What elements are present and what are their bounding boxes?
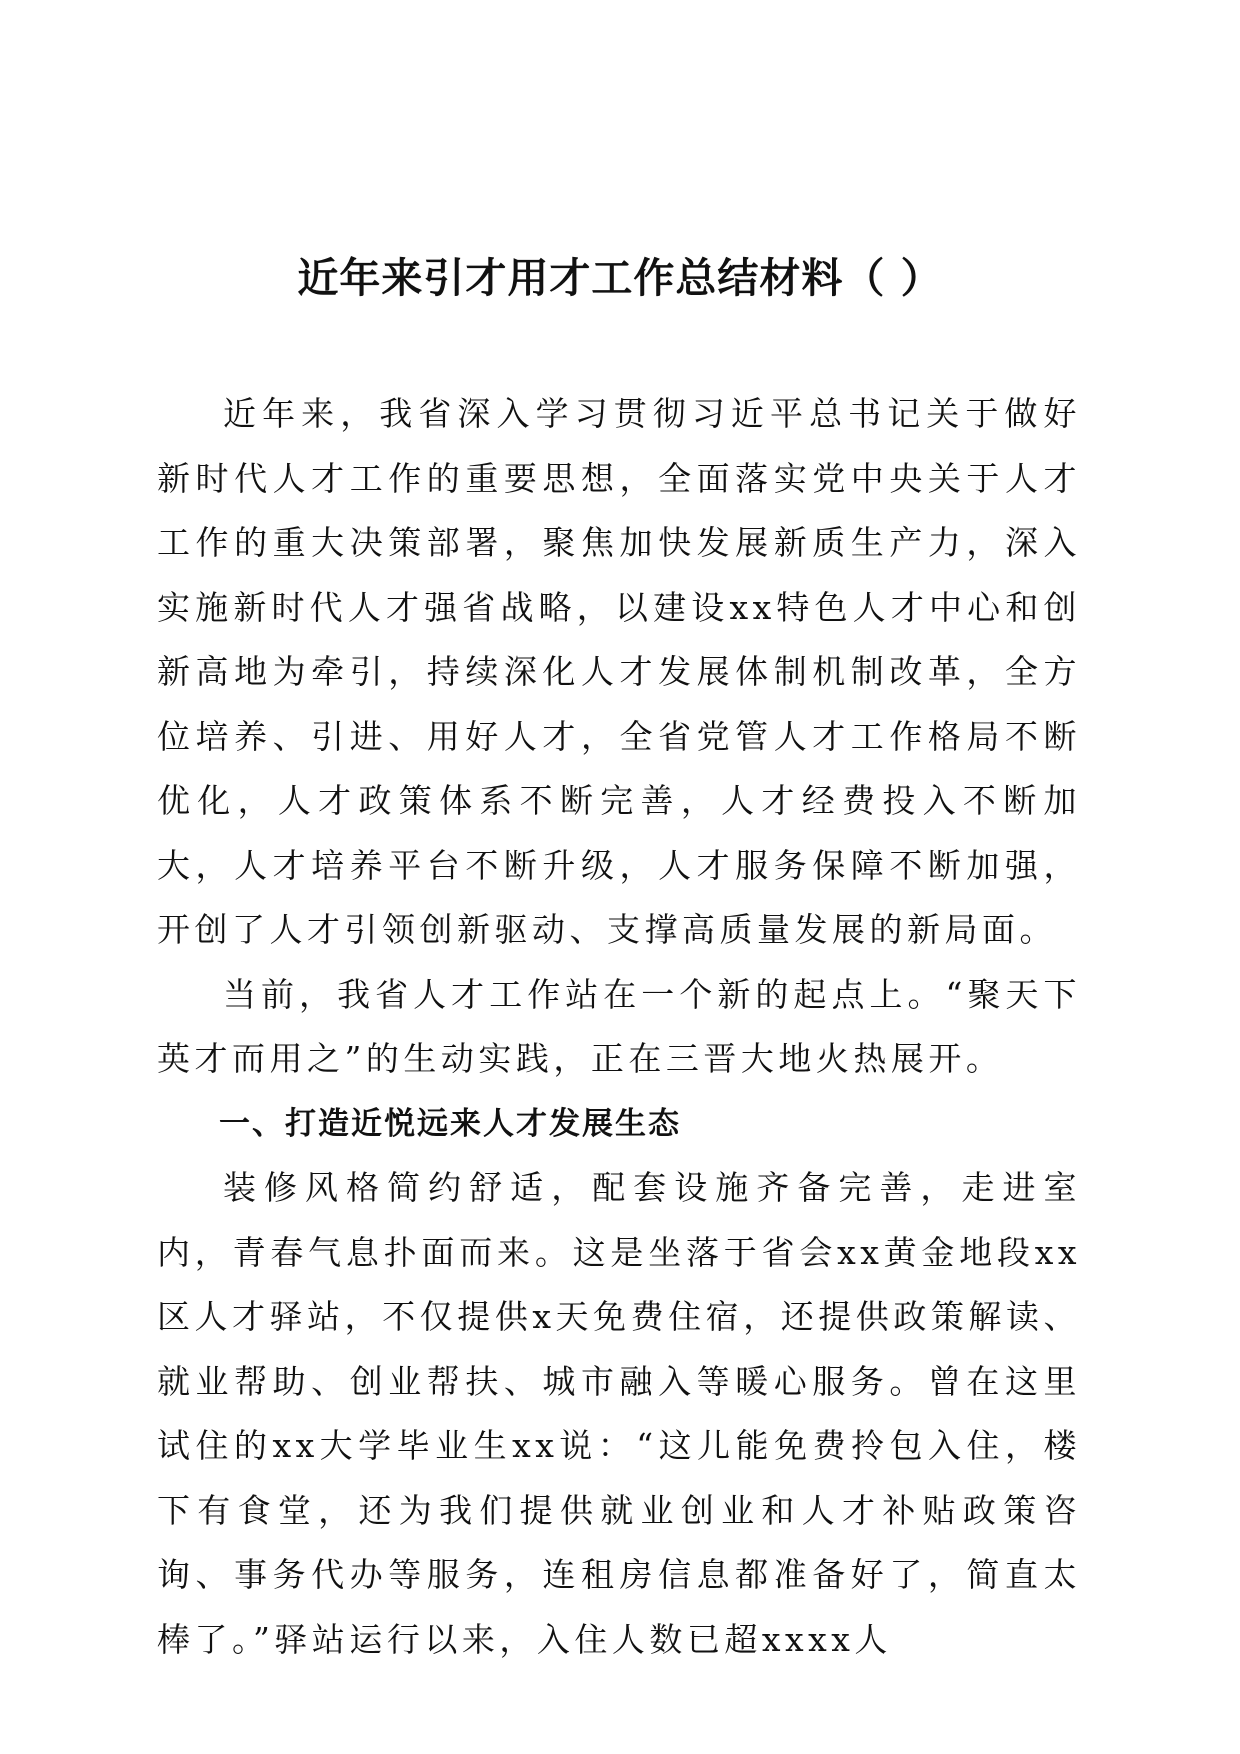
context-paragraph: 当前，我省人才工作站在一个新的起点上。“聚天下英才而用之”的生动实践，正在三晋大地火热展开。 xyxy=(157,974,1081,1078)
document-body xyxy=(157,382,1081,1672)
document-title: 近年来引才用才工作总结材料（ ） xyxy=(297,254,943,302)
section-paragraph: 装修风格简约舒适，配套设施齐备完善，走进室内，青春气息扑面而来。这是坐落于省会xx黄金地段xx区人才驿站，不仅提供x天免费住宿，还提供政策解读、就业帮助、创业帮扶、城市融入等暖心服务。曾在这里试住的xx大学毕业生xx说：“这儿能免费拎包入住，楼下有食堂，还为我们提供就业创业和人才补贴政策咨询、事务代办等服务，连租房信息都准备好了，简直太棒了。”驿站运行以来，入住人数已超xxxx人 xyxy=(157,1168,1081,1659)
intro-paragraph: 近年来，我省深入学习贯彻习近平总书记关于做好新时代人才工作的重要思想，全面落实党中央关于人才工作的重大决策部署，聚焦加快发展新质生产力，深入实施新时代人才强省战略，以建设xx特色人才中心和创新高地为牵引，持续深化人才发展体制机制改革，全方位培养、引进、用好人才，全省党管人才工作格局不断优化，人才政策体系不断完善，人才经费投入不断加大，人才培养平台不断升级，人才服务保障不断加强，开创了人才引领创新驱动、支撑高质量发展的新局面。 xyxy=(157,394,1081,949)
section-heading: 一、打造近悦远来人才发展生态 xyxy=(219,1105,681,1142)
